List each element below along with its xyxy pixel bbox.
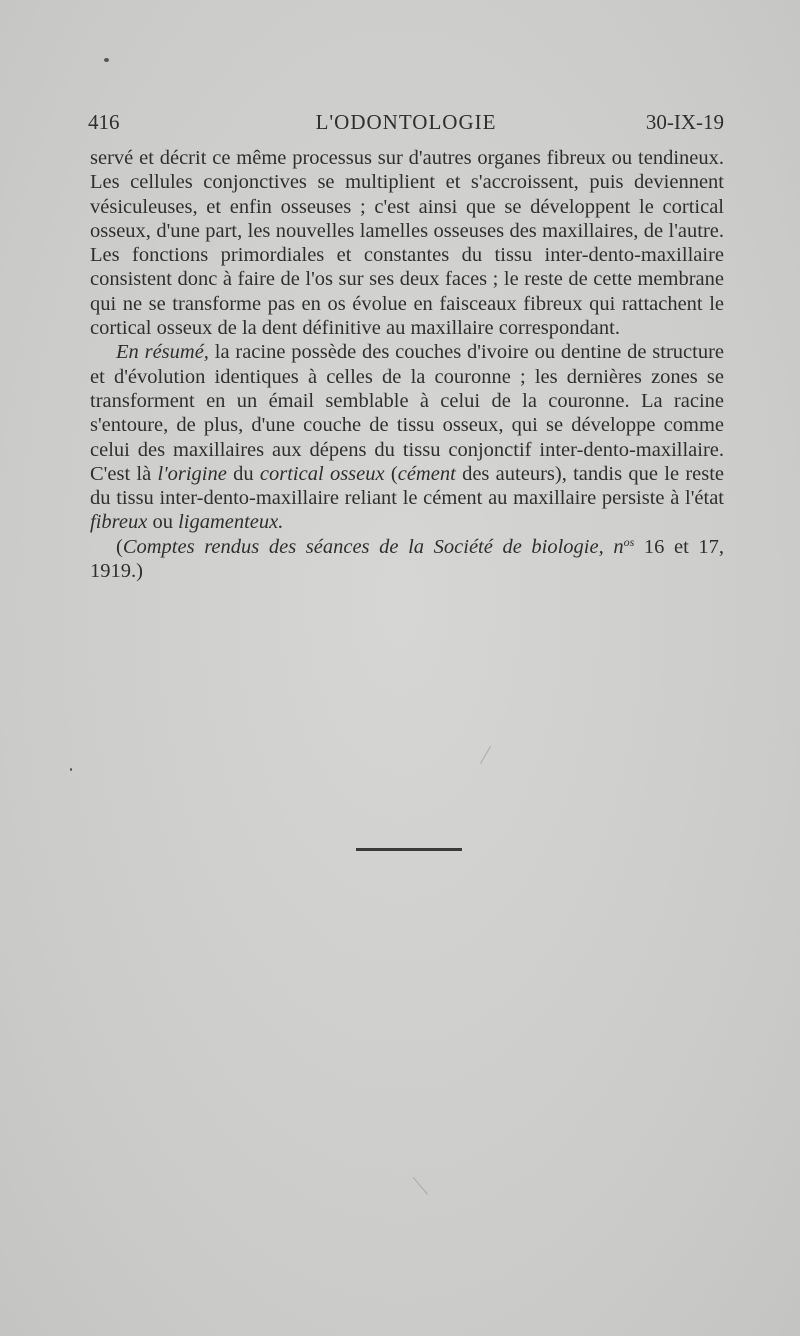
- reference: [90, 535, 724, 584]
- text-run: (: [384, 462, 398, 485]
- issue-date: 30-IX-19: [645, 110, 724, 134]
- page-number: 416: [88, 110, 120, 134]
- text-run: la racine possède des couches d'ivoire ou dentine de structure et d'évolution identiques à celles de la couronne ; les dernières zones se transforment en un émail semblable à celui de la couronne. La racine s'entoure, de plus, d'une couche de tissu osseux, qui se développe comme celui des maxillaires aux dépens du tissu conjonctif inter-dento-maxillaire. C'est là: [90, 341, 724, 485]
- reference-sup: os: [623, 534, 635, 549]
- emphasis-fibreux: fibreux: [90, 511, 148, 534]
- emphasis-cortical: cortical osseux: [259, 462, 385, 485]
- text-run: (: [116, 535, 123, 558]
- reference-title: Comptes rendus des séances de la Société de biologie, n: [122, 535, 624, 558]
- text-run: ou: [147, 511, 179, 534]
- paper-mark: [413, 1177, 428, 1194]
- running-header: [88, 110, 724, 140]
- paragraph: servé et décrit ce même processus sur d'autres organes fibreux ou tendineux. Les cellules conjonctives se multiplient et s'accroissent, puis deviennent vésiculeuses, et enfin osseuses ; c'est ainsi que se développent le cortical osseux, d'une part, les nouvelles lamelles osseuses des maxillaires, de l'autre. Les fonctions primordiales et constantes du tissu inter-dento-maxillaire consistent donc à faire de l'os sur ses deux faces ; le reste de cette membrane qui ne se transforme pas en os évolue en faisceaux fibreux qui rattachent le cortical osseux de la dent définitive au maxillaire correspondant.: [90, 147, 724, 340]
- reference-tail: 16 et 17, 1919.): [90, 535, 724, 583]
- text-run: des auteurs), tandis que le reste du tissu inter-dento-maxillaire reliant le cément au maxillaire persiste à l'état: [90, 462, 725, 510]
- summary-lead: En résumé,: [116, 341, 209, 364]
- ink-speck: [104, 58, 109, 62]
- paper-mark: [480, 746, 491, 764]
- emphasis-origine: l'origine: [157, 462, 227, 485]
- text-run: du: [226, 462, 260, 485]
- section-divider: [356, 848, 462, 851]
- emphasis-ligamenteux: ligamenteux.: [178, 511, 284, 534]
- ink-speck: [70, 768, 72, 771]
- article-body: [90, 146, 724, 583]
- paragraph-summary: [90, 340, 724, 534]
- journal-title: L'ODONTOLOGIE: [315, 110, 497, 134]
- emphasis-cement: cément: [397, 462, 456, 485]
